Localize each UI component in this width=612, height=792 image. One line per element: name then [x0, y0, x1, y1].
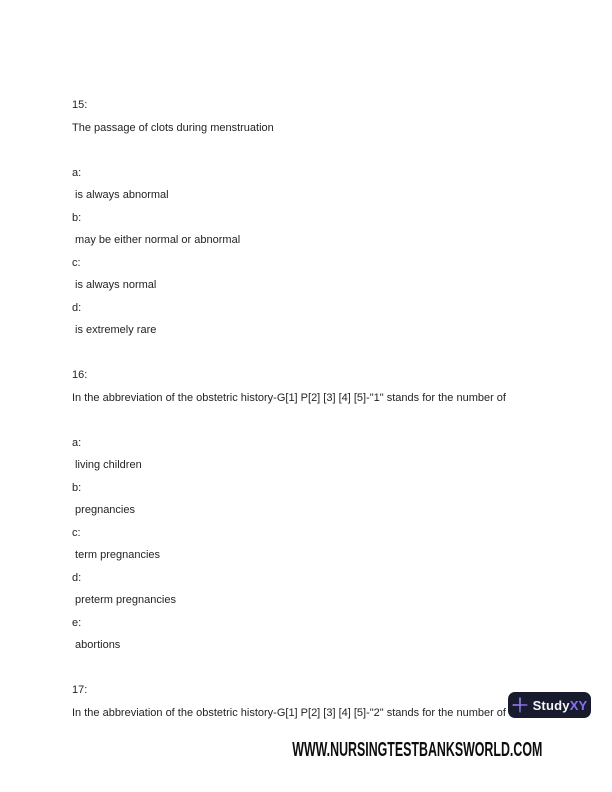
question-text: The passage of clots during menstruation	[72, 121, 274, 134]
question-number: 17:	[72, 684, 88, 696]
xy-label: XY	[569, 697, 588, 713]
option-letter: d:	[72, 571, 82, 584]
option-letter: d:	[72, 301, 82, 314]
option-letter: a:	[72, 436, 82, 449]
question-text: In the abbreviation of the obstetric history-G[1] P[2] [3] [4] [5]-"1" stands for the number of	[72, 391, 506, 404]
option-text: may be either normal or abnormal	[72, 234, 241, 246]
question-number: 16:	[72, 369, 88, 381]
footer-website-url: WWW.NURSINGTESTBANKSWORLD.COM	[291, 739, 542, 761]
option-text: is always abnormal	[72, 189, 169, 201]
question-number: 15:	[72, 99, 88, 111]
questions-content	[72, 94, 592, 724]
spacer	[72, 409, 592, 432]
plus-icon	[512, 697, 528, 713]
option-letter: c:	[72, 256, 81, 269]
studyxy-logo-badge	[508, 692, 591, 718]
option-letter: c:	[72, 526, 81, 539]
study-label: Study	[532, 697, 570, 713]
spacer	[72, 139, 592, 162]
spacer	[72, 342, 592, 365]
option-text: living children	[72, 459, 142, 471]
option-letter: e:	[72, 616, 82, 629]
option-letter: b:	[72, 481, 82, 494]
option-text: abortions	[72, 639, 121, 651]
option-letter: a:	[72, 166, 82, 179]
option-text: pregnancies	[72, 504, 135, 516]
spacer	[72, 657, 592, 680]
option-text: is always normal	[72, 279, 157, 291]
option-text: term pregnancies	[72, 549, 161, 561]
option-text: is extremely rare	[72, 324, 157, 336]
studyxy-wordmark	[533, 698, 588, 713]
option-text: preterm pregnancies	[72, 594, 176, 606]
option-letter: b:	[72, 211, 82, 224]
question-text: In the abbreviation of the obstetric history-G[1] P[2] [3] [4] [5]-"2" stands for the number of	[72, 706, 506, 719]
